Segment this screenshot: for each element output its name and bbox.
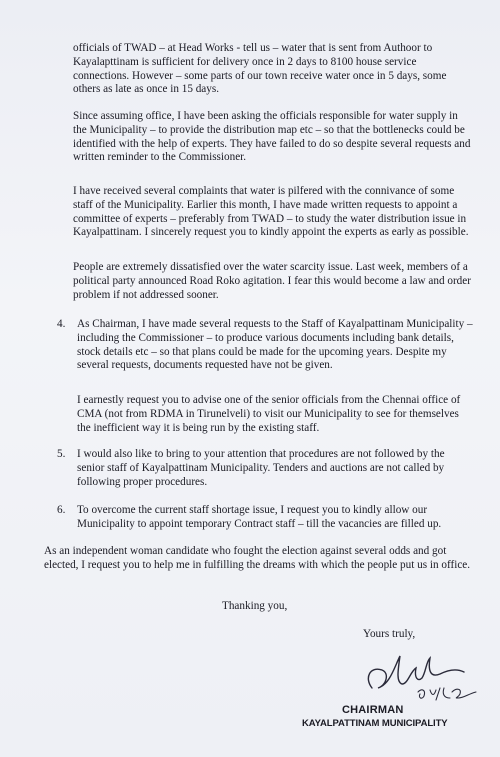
signer-organization: KAYALPATTINAM MUNICIPALITY: [302, 718, 448, 729]
item-4-text: As Chairman, I have made several requests to the Staff of Kayalpattinam Municipality – including the Commissioner – to produce various documents including bank details, stock details etc – so that plans could be made for the upcoming years. Despite my several requests, documents requested have not be given.: [77, 318, 473, 372]
handwritten-signature: [360, 648, 485, 706]
item-5-text: I would also like to bring to your attention that procedures are not followed by the senior staff of Kayalpattinam Municipality. Tenders and auctions are not called by following proper procedures.: [77, 448, 445, 488]
letter-paragraph-3: I have received several complaints that water is pilfered with the connivance of some staff of the Municipality. Earlier this month, I have made written requests to appoint a committee of experts – preferably from TWAD – to study the water distribution issue in Kayalpattinam. I sincerely request you to kindly appoint the experts as early as possible.: [73, 185, 469, 239]
closing-paragraph: As an independent woman candidate who fought the election against several odds and got elected, I request you to help me in fulfilling the dreams with which the people put us in office.: [44, 545, 471, 571]
thanking-you: Thanking you,: [222, 600, 288, 612]
letter-paragraph-4: People are extremely dissatisfied over the water scarcity issue. Last week, members of a political party announced Road Roko agitation. I fear this would become a law and order problem if not addressed sooner.: [73, 261, 471, 301]
item-number-4: 4.: [57, 318, 66, 330]
yours-truly: Yours truly,: [363, 628, 416, 640]
item-number-6: 6.: [57, 504, 66, 516]
signer-title: CHAIRMAN: [342, 704, 404, 716]
item-6-text: To overcome the current staff shortage issue, I request you to kindly allow our Municipality to appoint temporary Contract staff – till the vacancies are filled up.: [77, 504, 442, 530]
letter-paragraph-1: officials of TWAD – at Head Works - tell us – water that is sent from Authoor to Kayalapttinam is sufficient for delivery once in 2 days to 8100 house service connections. However – some parts of our town receive water once in 5 days, some others as late as once in 15 days.: [73, 42, 447, 96]
item-4-request-text: I earnestly request you to advise one of the senior officials from the Chennai office of CMA (not from RDMA in Tirunelveli) to visit our Municipality to see for themselves the inefficient way it is being run by the existing staff.: [77, 394, 461, 434]
item-number-5: 5.: [57, 448, 66, 460]
letter-paragraph-2: Since assuming office, I have been asking the officials responsible for water supply in the Municipality – to provide the distribution map etc – so that the bottlenecks could be identified with the help of experts. They have failed to do so despite several requests and written reminder to the Commissioner.: [73, 110, 471, 164]
